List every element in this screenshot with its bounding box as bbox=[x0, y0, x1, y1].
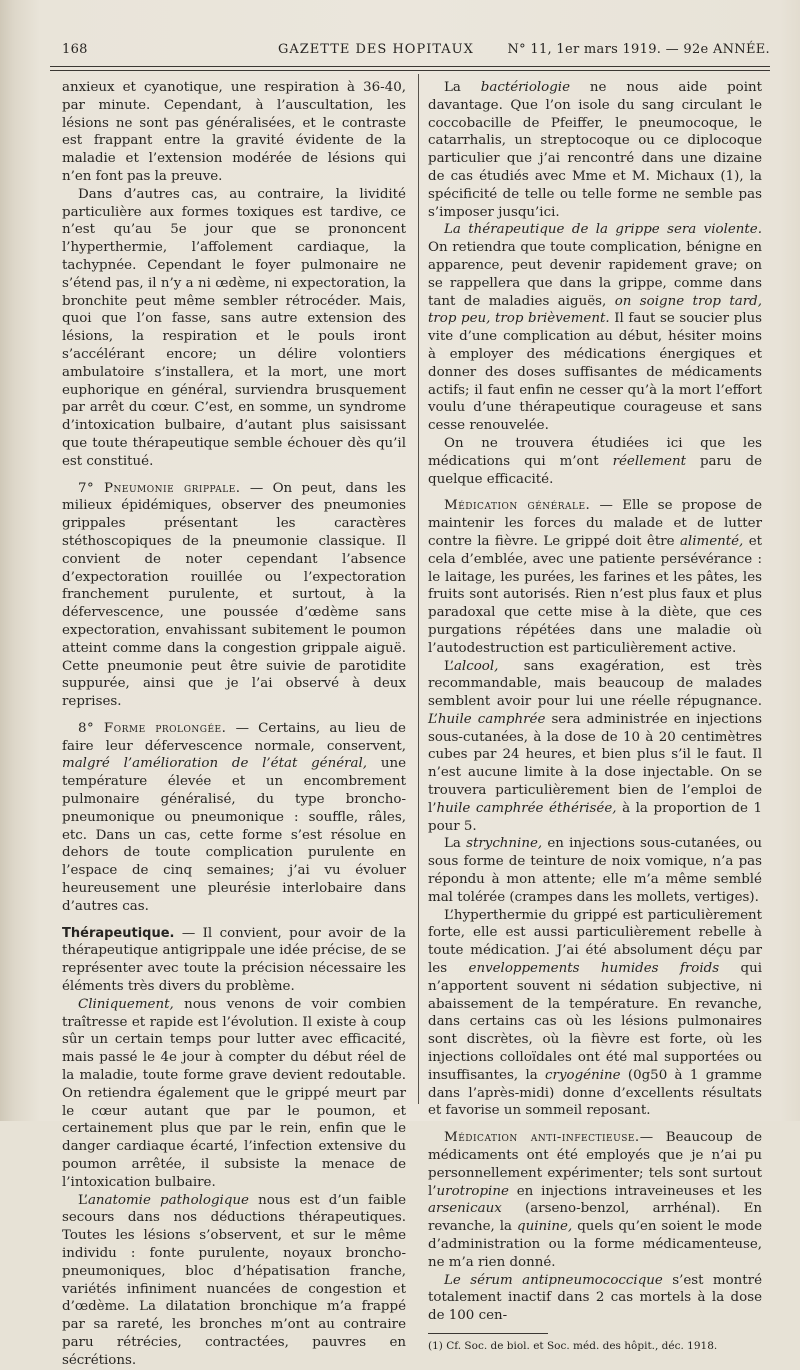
footnote: (1) Cf. Soc. de biol. et Soc. méd. des hôpit., déc. 1918. bbox=[428, 1339, 718, 1352]
left-column bbox=[62, 79, 406, 1370]
section-heading: 7° Pneumonie grippale. bbox=[78, 480, 241, 496]
section-medication-anti-infectieuse: Médication anti-infectieuse.— Beaucoup de médicaments ont été employés que je n’ai pu personnellement expérimenter; tels sont surtout l’urotropine en injections intraveineuses et les arsenicaux (arseno-benzol, arrhénal). En revanche, la quinine, quels qu’en soient le mode d’administration ou la forme médicamenteuse, ne m’a rien donné. bbox=[428, 1130, 763, 1270]
footnote-rule bbox=[428, 1333, 548, 1334]
section-heading: 8° Forme prolongée. bbox=[78, 720, 227, 736]
column-divider bbox=[418, 74, 419, 1104]
section-heading: Thérapeutique. bbox=[62, 925, 175, 941]
section-heading: Médication générale. bbox=[444, 498, 591, 514]
header-rule bbox=[50, 66, 770, 67]
paragraph: anxieux et cyanotique, une respiration à 36-40, par minute. Cependant, à l’auscultation, les lésions ne sont pas généralisées, et le contraste est frappant entre la gravité évidente de la maladie et l’extension modérée de lésions qui n’en font pas la preuve. bbox=[62, 80, 406, 184]
section-pneumonie-grippale: 7° Pneumonie grippale. — On peut, dans les milieux épidémiques, observer des pneumonies grippales présentant les caractères stéthoscopiques de la pneumonie classique. Il convient de noter cependant l’absence d’expectoration rouillée ou l’expectoration franchement purulente, et surtout, à la défervescence, une poussée d’œdème sans expectoration, envahissant subitement le poumon atteint comme dans la congestion grippale aiguë. Cette pneumonie peut être suivie de parotidite suppurée, ainsi que je l’ai observé à deux reprises. bbox=[62, 480, 406, 710]
page-number: 168 bbox=[62, 42, 88, 57]
section-forme-prolongee: 8° Forme prolongée. — Certains, au lieu de faire leur défervescence normale, conservent, malgré l’amélioration de l’état général, une température élevée et un encombrement pulmonaire généralisé, du type broncho-pneumonique ou pneumonique : souffle, râles, etc. Dans un cas, cette forme s’est résolue en dehors de toute complication purulente en l’espace de cinq semaines; j’ai vu évoluer heureusement une pleurésie interlobaire dans d’autres cas. bbox=[62, 720, 406, 914]
paragraph: La bactériologie ne nous aide point davantage. Que l’on isole du sang circulant le coccobacille de Pfeiffer, le pneumocoque, le catarrhalis, un streptocoque ou ce diplocoque particulier que j’ai rencontré dans une dizaine de cas étudiés avec Mme et M. Michaux (1), la spécificité de telle ou telle forme ne semble pas s’imposer jusqu’ici. bbox=[428, 80, 762, 220]
journal-title: GAZETTE DES HOPITAUX bbox=[278, 42, 474, 57]
paragraph: Le sérum antipneumococcique s’est montré totalement inactif dans 2 cas mortels à la dose de 100 cen- bbox=[428, 1272, 762, 1324]
paragraph: L’anatomie pathologique nous est d’un faible secours dans nos déductions thérapeutiques. Toutes les lésions s’observent, et sur le même individu : fonte purulente, noyaux broncho-pneumoniques, bloc d’hépatisation franche, variétés infiniment nuancées de congestion et d’œdème. La dilatation bronchique m’a frappé par sa rareté, les bronches m’ont au contraire paru rétrécies, contractées, pauvres en sécrétions. bbox=[62, 1192, 406, 1368]
header-rule-double bbox=[50, 70, 770, 71]
paragraph: L’hyperthermie du grippé est particulièrement forte, elle est aussi particulièrement rebelle à toute médication. J’ai été absolument déçu par les enveloppements humides froids qui n’apportent souvent ni sédation subjective, ni abaissement de la température. En revanche, dans certains cas où les lésions pulmonaires sont discrètes, où la fièvre est forte, où les injections colloïdales ont été mal supportées ou insuffisantes, la cryogénine (0g50 à 1 gramme dans l’après-midi) donne d’excellents résultats et favorise un sommeil reposant. bbox=[428, 907, 762, 1119]
paragraph: Cliniquement, nous venons de voir combien traîtresse et rapide est l’évolution. Il existe à coup sûr un certain temps pour lutter avec efficacité, mais passé le 4e jour à compter du début réel de la maladie, toute forme grave devient redoutable. On retiendra également que le grippé meurt par le cœur autant que par le poumon, et certainement plus que par le rein, enfin que le danger cardiaque écarté, l’infection extensive du poumon arrêtée, il subsiste la menace de l’intoxication bulbaire. bbox=[62, 996, 406, 1190]
running-header bbox=[50, 42, 770, 64]
paragraph: L’alcool, sans exagération, est très recommandable, mais beaucoup de malades semblent avoir pour lui une réelle répugnance. L’huile camphrée sera administrée en injections sous-cutanées, à la dose de 10 à 20 centimètres cubes par 24 heures, et bien plus s’il le faut. Il n’est aucune limite à la dose injectable. On se trouvera particulièrement bien de l’emploi de l’huile camphrée éthérisée, à la proportion de 1 pour 5. bbox=[428, 658, 763, 834]
issue-info: N° 11, 1er mars 1919. — 92e ANNÉE. bbox=[507, 42, 770, 57]
paragraph: On ne trouvera étudiées ici que les médications qui m’ont réellement paru de quelque efficacité. bbox=[428, 435, 763, 487]
paragraph: Dans d’autres cas, au contraire, la lividité particulière aux formes toxiques est tardive, ce n’est qu’au 5e jour que se prononcent l’hyperthermie, l’affolement cardiaque, la tachypnée. Cependant le foyer pulmonaire ne s’étend pas, il n’y a ni œdème, ni expectoration, la bronchite peut même sembler rétrocéder. Mais, quoi que l’on fasse, sans autre extension des lésions, la respiration et le pouls iront s’accélérant encore; un délire volontiers ambulatoire s’installera, et la mort, une mort euphorique en général, surviendra brusquement par arrêt du cœur. C’est, en somme, un syndrome d’intoxication bulbaire, d’autant plus saisissant que toute thérapeutique semble échouer dès qu’il est constitué. bbox=[62, 186, 406, 469]
section-heading: Médication anti-infectieuse. bbox=[444, 1130, 640, 1146]
right-column bbox=[428, 79, 762, 1353]
paragraph: La thérapeutique de la grippe sera violente. On retiendra que toute complication, bénigne en apparence, peut devenir rapidement grave; on se rappellera que dans la grippe, comme dans tant de maladies aiguës, on soigne trop tard, trop peu, trop brièvement. Il faut se soucier plus vite d’une complication au début, hésiter moins à employer des médications énergiques et donner des doses suffisantes de médicaments actifs; il faut enfin ne cesser qu’à la mort l’effort voulu d’une thérapeutique courageuse et sans cesse renouvelée. bbox=[428, 222, 762, 434]
section-therapeutique: Thérapeutique. — Il convient, pour avoir de la thérapeutique antigrippale une idée précise, de se représenter avec toute la précision nécessaire les éléments très divers du problème. bbox=[62, 925, 406, 995]
paragraph: La strychnine, en injections sous-cutanées, ou sous forme de teinture de noix vomique, n’a pas répondu à mon attente; elle m’a même semblé mal tolérée (crampes dans les mollets, vertiges). bbox=[428, 836, 762, 905]
section-medication-generale: Médication générale. — Elle se propose de maintenir les forces du malade et de lutter contre la fièvre. Le grippé doit être alimenté, et cela d’emblée, avec une patiente persévérance : le laitage, les purées, les farines et les pâtes, les fruits sont autorisés. Rien n’est plus faux et plus paradoxal que cette mise à la diète, que ces purgations répétées dans une maladie où l’autodestruction est particulièrement active. bbox=[428, 498, 763, 656]
